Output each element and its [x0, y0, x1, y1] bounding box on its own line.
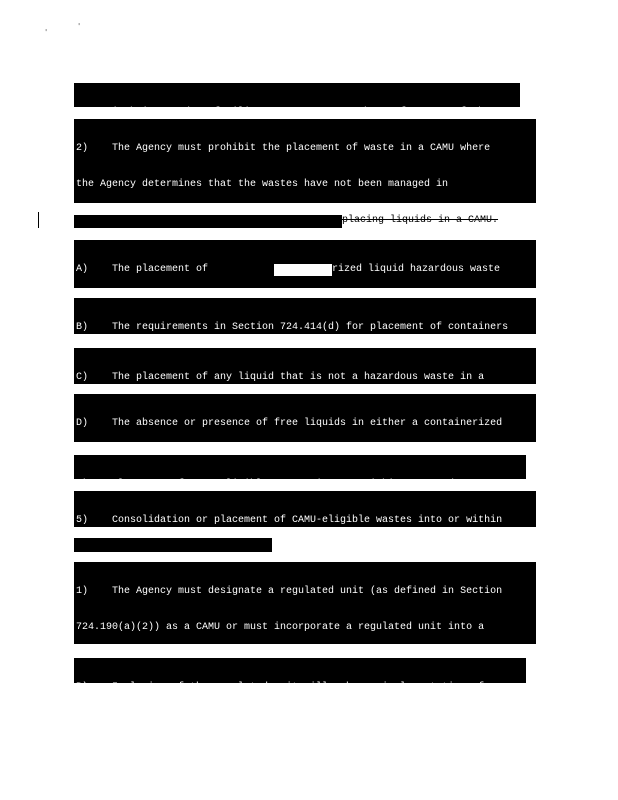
- text-block-establishing-1: [74, 562, 536, 644]
- text-block-paragraph-5: [74, 491, 536, 527]
- margin-mark: [38, 212, 39, 228]
- scan-speck: ': [78, 22, 81, 31]
- text-block-paragraph-b: [74, 298, 536, 334]
- text-block-paragraph-4: [74, 455, 526, 479]
- text-block-establishing-b: [74, 658, 526, 683]
- text-line: A) The placement of rized liquid hazardous waste: [76, 264, 501, 275]
- scan-speck: ': [45, 28, 48, 37]
- text-block-paragraph-c: [74, 348, 536, 384]
- text-line: 5) Consolidation or placement of CAMU-eligible wastes into or within: [76, 515, 503, 526]
- text-line: 2) The Agency must prohibit the placement of waste in a CAMU where: [76, 143, 491, 154]
- text-line: C) The placement of any liquid that is not a hazardous waste in a: [76, 372, 485, 383]
- text-block-intro: [74, 83, 520, 107]
- text-line: the Agency determines that the wastes have not been managed in: [76, 179, 449, 190]
- text-block-paragraph-2: [74, 119, 536, 203]
- text-block-paragraph-a: [74, 240, 536, 288]
- section-heading-establishing: [74, 538, 272, 552]
- text-line: D) The absence or presence of free liquids in either a containerized: [76, 418, 503, 429]
- section-heading-liquids: [74, 215, 342, 228]
- struck-heading-text: placing liquids in a CAMU.: [342, 215, 499, 226]
- text-line: B) The requirements in Section 724.414(d) for placement of containers: [76, 322, 509, 333]
- text-line: 1) The Agency must designate a regulated unit (as defined in Section: [76, 586, 503, 597]
- text-block-paragraph-d: [74, 394, 536, 442]
- text-line: 724.190(a)(2)) as a CAMU or must incorporate a regulated unit into a: [76, 622, 485, 633]
- text-line: [76, 682, 526, 683]
